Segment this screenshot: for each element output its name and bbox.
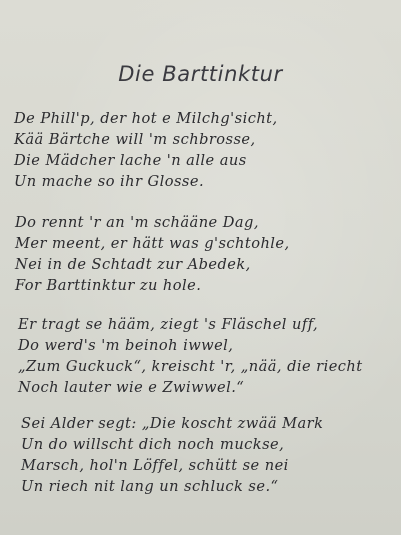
poem-line: Un mache so ihr Glosse. xyxy=(14,173,205,190)
poem-line: Marsch, hol'n Löffel, schütt se nei xyxy=(21,457,289,474)
poem-line: De Phill'p, der hot e Milchg'sicht, xyxy=(14,110,278,127)
poem-line: Nei in de Schtadt zur Abedek, xyxy=(15,256,251,273)
poem-line: „Zum Guckuck“, kreischt 'r, „nää, die riecht xyxy=(18,358,363,375)
poem-title: Die Barttinktur xyxy=(118,62,283,86)
poem-line: Do rennt 'r an 'm schääne Dag, xyxy=(15,214,259,231)
poem-line: Do werd's 'm beinoh iwwel, xyxy=(18,337,234,354)
poem-line: Un riech nit lang un schluck se.“ xyxy=(21,478,279,495)
poem-line: Un do willscht dich noch muckse, xyxy=(21,436,285,453)
poem-line: Mer meent, er hätt was g'schtohle, xyxy=(15,235,290,252)
poem-line: Er tragt se hääm, ziegt 's Fläschel uff, xyxy=(18,316,319,333)
poem-line: Noch lauter wie e Zwiwwel.“ xyxy=(18,379,245,396)
poem-line: Die Mädcher lache 'n alle aus xyxy=(14,152,247,169)
poem-line: Sei Alder segt: „Die koscht zwää Mark xyxy=(21,415,324,432)
poem-line: Kää Bärtche will 'm schbrosse, xyxy=(14,131,256,148)
poem-line: For Barttinktur zu hole. xyxy=(15,277,202,294)
